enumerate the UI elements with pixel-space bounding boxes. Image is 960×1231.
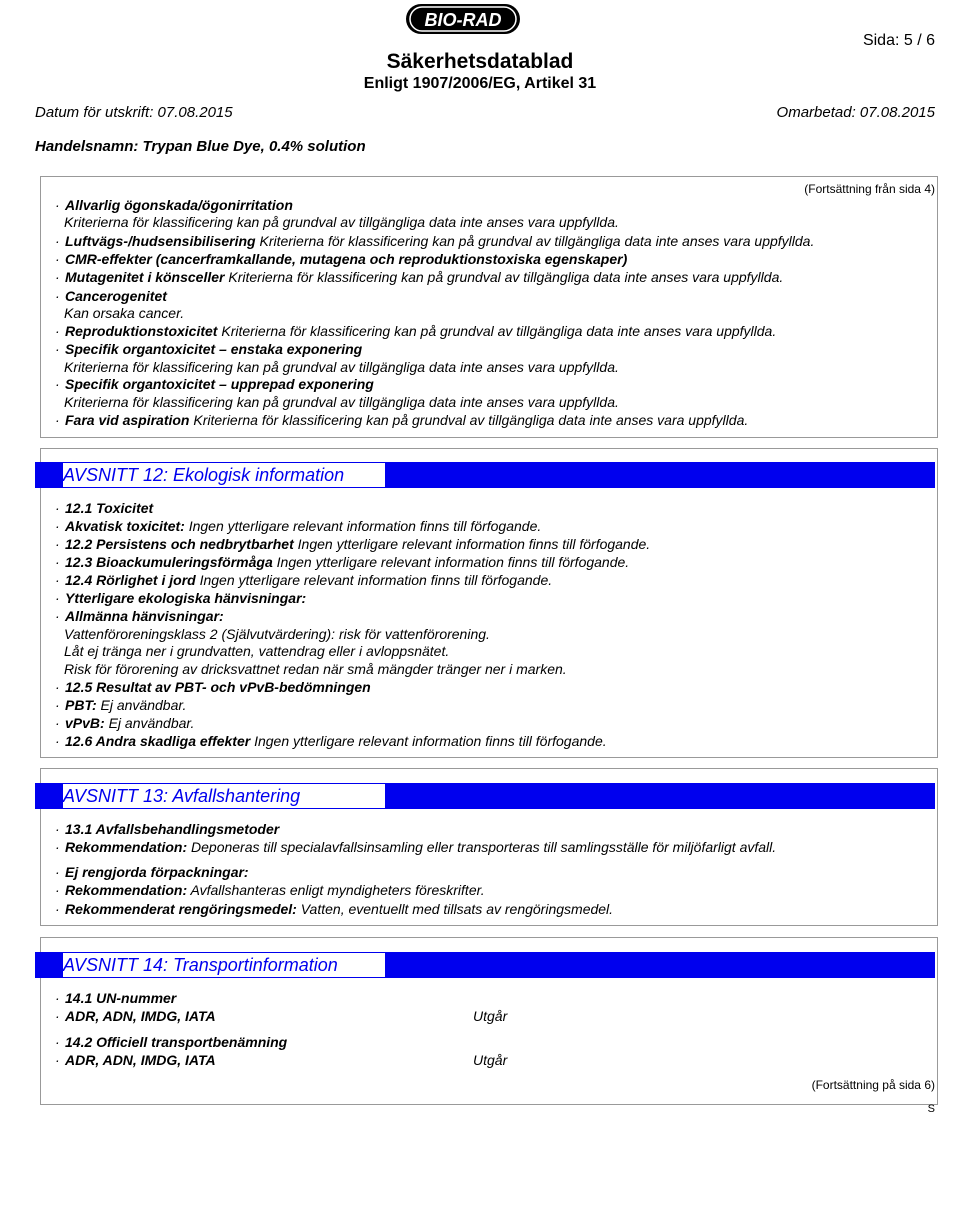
revised-date: Omarbetad: 07.08.2015 [776,104,935,121]
section-14-header [35,952,935,978]
cleaning-agent-item: · Rekommenderat rengöringsmedel: Vatten, eventuellt med tillsats av rengöringsmedel. [55,901,614,917]
toxicity-heading: · 12.1 Toxicitet [55,500,154,516]
eye-damage-item: · Allvarlig ögonskada/ögonirritation [55,197,293,213]
print-date: Datum för utskrift: 07.08.2015 [35,104,233,121]
section-12-title: AVSNITT 12: Ekologisk information [63,465,345,485]
aspiration-item: · Fara vid aspiration Kriterierna för klassificering kan på grundval av tillgängliga data inte anses vara uppfyllda. [55,412,749,428]
un-number-modes: · ADR, ADN, IMDG, IATA [55,1008,216,1024]
eye-damage-text: Kriterierna för klassificering kan på grundval av tillgängliga data inte anses vara uppfyllda. [64,214,619,230]
un-number-value: Utgår [473,1008,508,1024]
continued-from-note: (Fortsättning från sida 4) [804,182,935,196]
footer-mark: S [927,1103,935,1115]
general-notes-heading: · Allmänna hänvisningar: [55,608,224,624]
shipping-name-heading: · 14.2 Officiell transportbenämning [55,1034,288,1050]
carcinogenicity-text: Kan orsaka cancer. [64,305,185,321]
document-title: Säkerhetsdatablad [386,50,574,73]
bioaccumulation-item: · 12.3 Bioackumuleringsförmåga Ingen ytterligare relevant information finns till förfogande. [55,554,630,570]
section-12-header [35,462,935,488]
document-subtitle: Enligt 1907/2006/EG, Artikel 31 [363,75,597,92]
general-note-1: Vattenföroreningsklass 2 (Självutvärdering): risk för vattenförorening. [64,626,490,642]
sensitisation-item: · Luftvägs-/hudsensibilisering Kriterierna för klassificering kan på grundval av tillgängliga data inte anses vara uppfyllda. [55,233,815,249]
waste-methods-heading: · 13.1 Avfallsbehandlingsmetoder [55,821,280,837]
un-number-heading: · 14.1 UN-nummer [55,990,177,1006]
persistence-item: · 12.2 Persistens och nedbrytbarhet Ingen ytterligare relevant information finns till förfogande. [55,536,651,552]
stot-single-text: Kriterierna för klassificering kan på grundval av tillgängliga data inte anses vara uppfyllda. [64,359,619,375]
stot-repeated-text: Kriterierna för klassificering kan på grundval av tillgängliga data inte anses vara uppfyllda. [64,394,619,410]
reproductive-item: · Reproduktionstoxicitet Kriterierna för klassificering kan på grundval av tillgängliga data inte anses vara uppfyllda. [55,323,777,339]
additional-eco-heading: · Ytterligare ekologiska hänvisningar: [55,590,307,606]
waste-recommendation-item: · Rekommendation: Deponeras till specialavfallsinsamling eller transporteras till samlingsställe för miljöfarligt avfall. [55,839,777,855]
uncleaned-packaging-heading: · Ej rengjorda förpackningar: [55,864,249,880]
germ-cell-item: · Mutagenitet i könsceller Kriterierna för klassificering kan på grundval av tillgängliga data inte anses vara uppfyllda. [55,269,784,285]
pbt-heading: · 12.5 Resultat av PBT- och vPvB-bedömningen [55,679,371,695]
section-13-header [35,783,935,809]
vpvb-item: · vPvB: Ej användbar. [55,715,195,731]
section-13-title: AVSNITT 13: Avfallshantering [63,786,301,806]
section-14-title: AVSNITT 14: Transportinformation [63,955,338,975]
mobility-item: · 12.4 Rörlighet i jord Ingen ytterligare relevant information finns till förfogande. [55,572,553,588]
cmr-effects-heading: · CMR-effekter (cancerframkallande, mutagena och reproduktionstoxiska egenskaper) [55,251,628,267]
stot-single-item: · Specifik organtoxicitet – enstaka exponering [55,341,363,357]
shipping-name-value: Utgår [473,1052,508,1068]
aquatic-toxicity-item: · Akvatisk toxicitet: Ingen ytterligare relevant information finns till förfogande. [55,518,542,534]
carcinogenicity-item: · Cancerogenitet [55,288,167,304]
general-note-2: Låt ej tränga ner i grundvatten, vattendrag eller i avloppsnätet. [64,643,450,659]
shipping-name-modes: · ADR, ADN, IMDG, IATA [55,1052,216,1068]
general-note-3: Risk för förorening av dricksvattnet redan när små mängder tränger ner i marken. [64,661,567,677]
bio-rad-logo [404,2,522,36]
stot-repeated-item: · Specifik organtoxicitet – upprepad exponering [55,376,374,392]
continued-on-note: (Fortsättning på sida 6) [811,1078,935,1092]
page-number: Sida: 5 / 6 [862,32,935,49]
svg-text:BIO-RAD: BIO-RAD [424,10,502,30]
other-effects-item: · 12.6 Andra skadliga effekter Ingen ytterligare relevant information finns till förfogande. [55,733,607,749]
trade-name: Handelsnamn: Trypan Blue Dye, 0.4% solution [35,138,366,155]
packaging-recommendation-item: · Rekommendation: Avfallshanteras enligt myndigheters föreskrifter. [55,882,485,898]
pbt-item: · PBT: Ej användbar. [55,697,187,713]
